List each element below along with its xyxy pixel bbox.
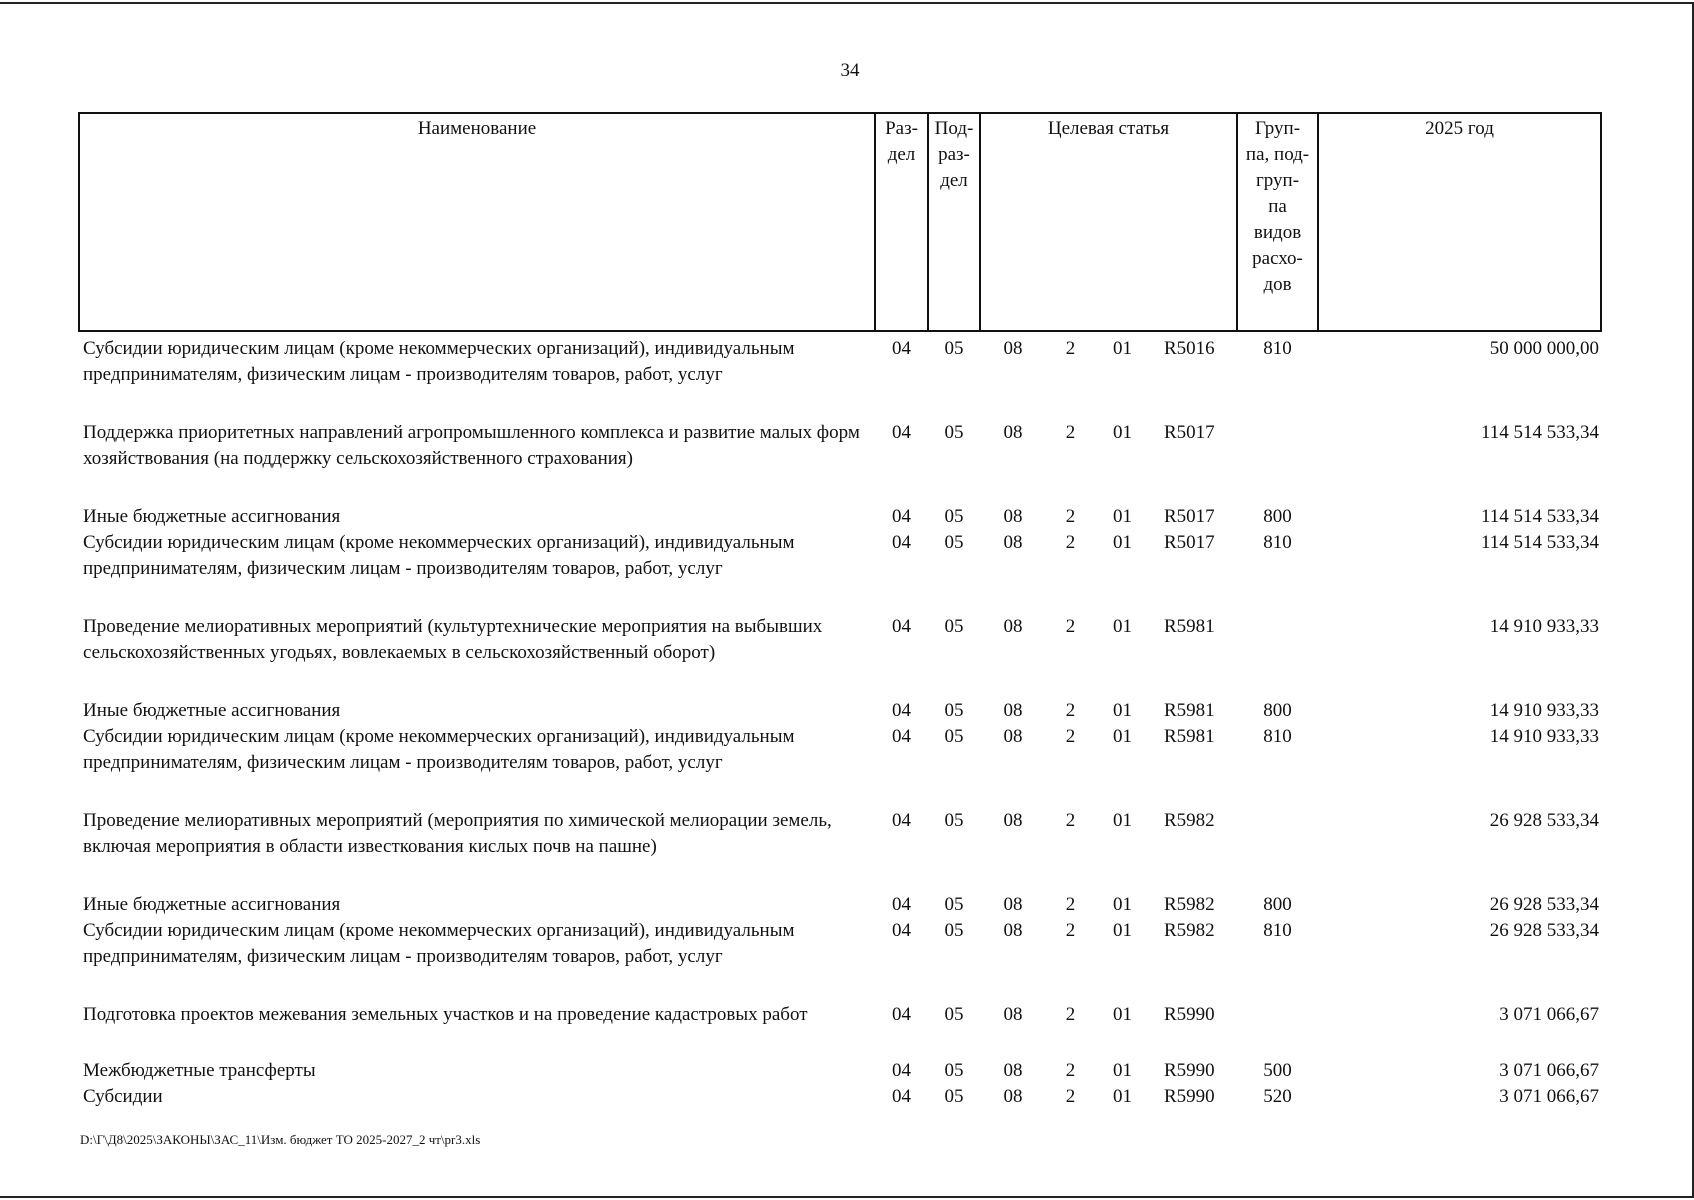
row-razdel: 04 bbox=[892, 532, 911, 553]
row-podrazdel: 05 bbox=[944, 422, 964, 443]
row-target-event: 01 bbox=[1113, 1060, 1132, 1081]
page-border-top bbox=[0, 2, 1694, 4]
row-target-event: 01 bbox=[1113, 338, 1132, 359]
row-expense-group: 810 bbox=[1263, 532, 1292, 553]
table-row bbox=[79, 892, 1601, 918]
row-podrazdel: 05 bbox=[944, 894, 964, 915]
row-razdel: 04 bbox=[892, 1004, 911, 1025]
row-razdel: 04 bbox=[892, 700, 911, 721]
row-name: Межбюджетные трансферты bbox=[83, 1060, 316, 1081]
row-razdel: 04 bbox=[892, 338, 911, 359]
table-row bbox=[79, 420, 1601, 504]
row-sum: 50 000 000,00 bbox=[1489, 338, 1600, 359]
row-target-code: R5990 bbox=[1164, 1086, 1215, 1107]
row-name: Иные бюджетные ассигнования bbox=[83, 894, 341, 915]
row-expense-group: 810 bbox=[1263, 920, 1292, 941]
row-expense-group: 810 bbox=[1263, 726, 1292, 747]
row-sum: 14 910 933,33 bbox=[1489, 726, 1600, 747]
table-row bbox=[79, 614, 1601, 698]
row-target-code: R5990 bbox=[1164, 1004, 1215, 1025]
row-expense-group: 500 bbox=[1263, 1060, 1292, 1081]
row-target-program: 08 bbox=[1003, 1060, 1023, 1081]
row-podrazdel: 05 bbox=[944, 616, 964, 637]
row-name: Субсидии юридическим лицам (кроме некоммерческих организаций), индивидуальным предпринимателям, физическим лицам - производителям товаров, работ, услуг bbox=[83, 532, 795, 579]
row-sum: 114 514 533,34 bbox=[1480, 506, 1600, 527]
page-number: 34 bbox=[840, 60, 860, 81]
row-name: Субсидии юридическим лицам (кроме некоммерческих организаций), индивидуальным предпринимателям, физическим лицам - производителям товаров, работ, услуг bbox=[83, 338, 795, 385]
row-target-code: R5982 bbox=[1164, 894, 1215, 915]
row-podrazdel: 05 bbox=[944, 1086, 964, 1107]
row-target-subprogram: 2 bbox=[1065, 700, 1076, 721]
row-expense-group: 800 bbox=[1263, 700, 1292, 721]
table-row bbox=[79, 698, 1601, 724]
row-podrazdel: 05 bbox=[944, 810, 964, 831]
row-target-program: 08 bbox=[1003, 532, 1023, 553]
row-target-program: 08 bbox=[1003, 920, 1023, 941]
row-expense-group bbox=[1237, 808, 1318, 892]
row-target-subprogram: 2 bbox=[1065, 1060, 1076, 1081]
header-target: Целевая статья bbox=[980, 113, 1237, 331]
row-name: Субсидии юридическим лицам (кроме некоммерческих организаций), индивидуальным предпринимателям, физическим лицам - производителям товаров, работ, услуг bbox=[83, 920, 795, 967]
row-target-event: 01 bbox=[1113, 920, 1132, 941]
row-target-program: 08 bbox=[1003, 700, 1023, 721]
row-sum: 114 514 533,34 bbox=[1480, 532, 1600, 553]
row-razdel: 04 bbox=[892, 422, 911, 443]
row-razdel: 04 bbox=[892, 506, 911, 527]
row-expense-group bbox=[1237, 1002, 1318, 1058]
row-expense-group bbox=[1237, 614, 1318, 698]
row-target-event: 01 bbox=[1113, 726, 1132, 747]
row-target-program: 08 bbox=[1003, 506, 1023, 527]
budget-table bbox=[78, 112, 1602, 1110]
row-name: Субсидии bbox=[83, 1086, 163, 1107]
row-target-code: R5017 bbox=[1164, 506, 1215, 527]
row-target-event: 01 bbox=[1113, 894, 1132, 915]
row-target-code: R5981 bbox=[1164, 726, 1215, 747]
row-expense-group bbox=[1237, 420, 1318, 504]
row-target-event: 01 bbox=[1113, 1086, 1132, 1107]
row-target-program: 08 bbox=[1003, 1086, 1023, 1107]
row-razdel: 04 bbox=[892, 894, 911, 915]
row-target-program: 08 bbox=[1003, 726, 1023, 747]
row-target-code: R5982 bbox=[1164, 810, 1215, 831]
row-target-subprogram: 2 bbox=[1065, 506, 1076, 527]
row-podrazdel: 05 bbox=[944, 700, 964, 721]
row-podrazdel: 05 bbox=[944, 506, 964, 527]
row-name: Проведение мелиоративных мероприятий (культуртехнические мероприятия на выбывших сельскохозяйственных угодьях, вовлекаемых в сельскохозяйственный оборот) bbox=[83, 616, 823, 663]
row-razdel: 04 bbox=[892, 1060, 911, 1081]
row-podrazdel: 05 bbox=[944, 532, 964, 553]
row-expense-group: 810 bbox=[1263, 338, 1292, 359]
header-podrazdel: Под- раз- дел bbox=[928, 113, 980, 331]
table-body bbox=[79, 331, 1601, 1110]
row-target-code: R5016 bbox=[1164, 338, 1215, 359]
table-row bbox=[79, 808, 1601, 892]
row-target-subprogram: 2 bbox=[1065, 338, 1076, 359]
row-podrazdel: 05 bbox=[944, 726, 964, 747]
header-sum: 2025 год bbox=[1318, 113, 1601, 331]
table-header-row bbox=[79, 113, 1601, 331]
row-target-event: 01 bbox=[1113, 422, 1132, 443]
table-row bbox=[79, 1002, 1601, 1058]
row-target-event: 01 bbox=[1113, 616, 1132, 637]
row-target-code: R5981 bbox=[1164, 616, 1215, 637]
row-target-subprogram: 2 bbox=[1065, 920, 1076, 941]
table-row bbox=[79, 530, 1601, 614]
row-name: Иные бюджетные ассигнования bbox=[83, 506, 341, 527]
row-target-code: R5990 bbox=[1164, 1060, 1215, 1081]
table-row bbox=[79, 1084, 1601, 1110]
table-row bbox=[79, 724, 1601, 808]
table-row bbox=[79, 918, 1601, 1002]
row-podrazdel: 05 bbox=[944, 338, 964, 359]
row-razdel: 04 bbox=[892, 920, 911, 941]
row-name: Иные бюджетные ассигнования bbox=[83, 700, 341, 721]
row-target-program: 08 bbox=[1003, 1004, 1023, 1025]
row-expense-group: 800 bbox=[1263, 506, 1292, 527]
row-target-subprogram: 2 bbox=[1065, 1004, 1076, 1025]
header-group: Груп- па, под- груп- па видов расхо- дов bbox=[1237, 113, 1318, 331]
row-target-subprogram: 2 bbox=[1065, 422, 1076, 443]
row-podrazdel: 05 bbox=[944, 1004, 964, 1025]
row-sum: 14 910 933,33 bbox=[1489, 616, 1600, 637]
row-sum: 3 071 066,67 bbox=[1499, 1004, 1600, 1025]
footer-file-path: D:\Г\Д8\2025\ЗАКОНЫ\ЗАС_11\Изм. бюджет ТО 2025-2027_2 чт\pr3.xls bbox=[80, 1132, 481, 1147]
row-sum: 26 928 533,34 bbox=[1489, 894, 1600, 915]
row-target-subprogram: 2 bbox=[1065, 616, 1076, 637]
row-razdel: 04 bbox=[892, 810, 911, 831]
row-target-code: R5981 bbox=[1164, 700, 1215, 721]
row-target-subprogram: 2 bbox=[1065, 1086, 1076, 1107]
row-target-event: 01 bbox=[1113, 700, 1132, 721]
table-row bbox=[79, 331, 1601, 420]
row-sum: 3 071 066,67 bbox=[1499, 1086, 1600, 1107]
table-row bbox=[79, 504, 1601, 530]
row-sum: 26 928 533,34 bbox=[1489, 810, 1600, 831]
row-target-program: 08 bbox=[1003, 810, 1023, 831]
row-razdel: 04 bbox=[892, 616, 911, 637]
row-target-event: 01 bbox=[1113, 506, 1132, 527]
row-name: Субсидии юридическим лицам (кроме некоммерческих организаций), индивидуальным предпринимателям, физическим лицам - производителям товаров, работ, услуг bbox=[83, 726, 795, 773]
row-expense-group: 800 bbox=[1263, 894, 1292, 915]
row-podrazdel: 05 bbox=[944, 920, 964, 941]
row-sum: 14 910 933,33 bbox=[1489, 700, 1600, 721]
row-sum: 114 514 533,34 bbox=[1480, 422, 1600, 443]
row-target-subprogram: 2 bbox=[1065, 894, 1076, 915]
row-target-program: 08 bbox=[1003, 894, 1023, 915]
row-target-program: 08 bbox=[1003, 616, 1023, 637]
row-target-event: 01 bbox=[1113, 1004, 1132, 1025]
row-target-program: 08 bbox=[1003, 422, 1023, 443]
row-name: Проведение мелиоративных мероприятий (мероприятия по химической мелиорации земель, включая мероприятия в области известкования кислых почв на пашне) bbox=[83, 810, 832, 857]
row-name: Подготовка проектов межевания земельных участков и на проведение кадастровых работ bbox=[83, 1004, 808, 1025]
row-target-subprogram: 2 bbox=[1065, 726, 1076, 747]
row-target-subprogram: 2 bbox=[1065, 810, 1076, 831]
row-razdel: 04 bbox=[892, 726, 911, 747]
header-name: Наименование bbox=[79, 113, 875, 331]
row-razdel: 04 bbox=[892, 1086, 911, 1107]
row-podrazdel: 05 bbox=[944, 1060, 964, 1081]
page-border-bottom bbox=[0, 1196, 1694, 1198]
row-target-code: R5982 bbox=[1164, 920, 1215, 941]
table-row bbox=[79, 1058, 1601, 1084]
row-sum: 3 071 066,67 bbox=[1499, 1060, 1600, 1081]
row-target-event: 01 bbox=[1113, 810, 1132, 831]
row-sum: 26 928 533,34 bbox=[1489, 920, 1600, 941]
row-target-event: 01 bbox=[1113, 532, 1132, 553]
row-target-code: R5017 bbox=[1164, 422, 1215, 443]
header-razdel: Раз- дел bbox=[875, 113, 928, 331]
row-target-program: 08 bbox=[1003, 338, 1023, 359]
row-target-subprogram: 2 bbox=[1065, 532, 1076, 553]
row-name: Поддержка приоритетных направлений агропромышленного комплекса и развитие малых форм хозяйствования (на поддержку сельскохозяйственного страхования) bbox=[83, 422, 860, 469]
row-target-code: R5017 bbox=[1164, 532, 1215, 553]
row-expense-group: 520 bbox=[1263, 1086, 1292, 1107]
